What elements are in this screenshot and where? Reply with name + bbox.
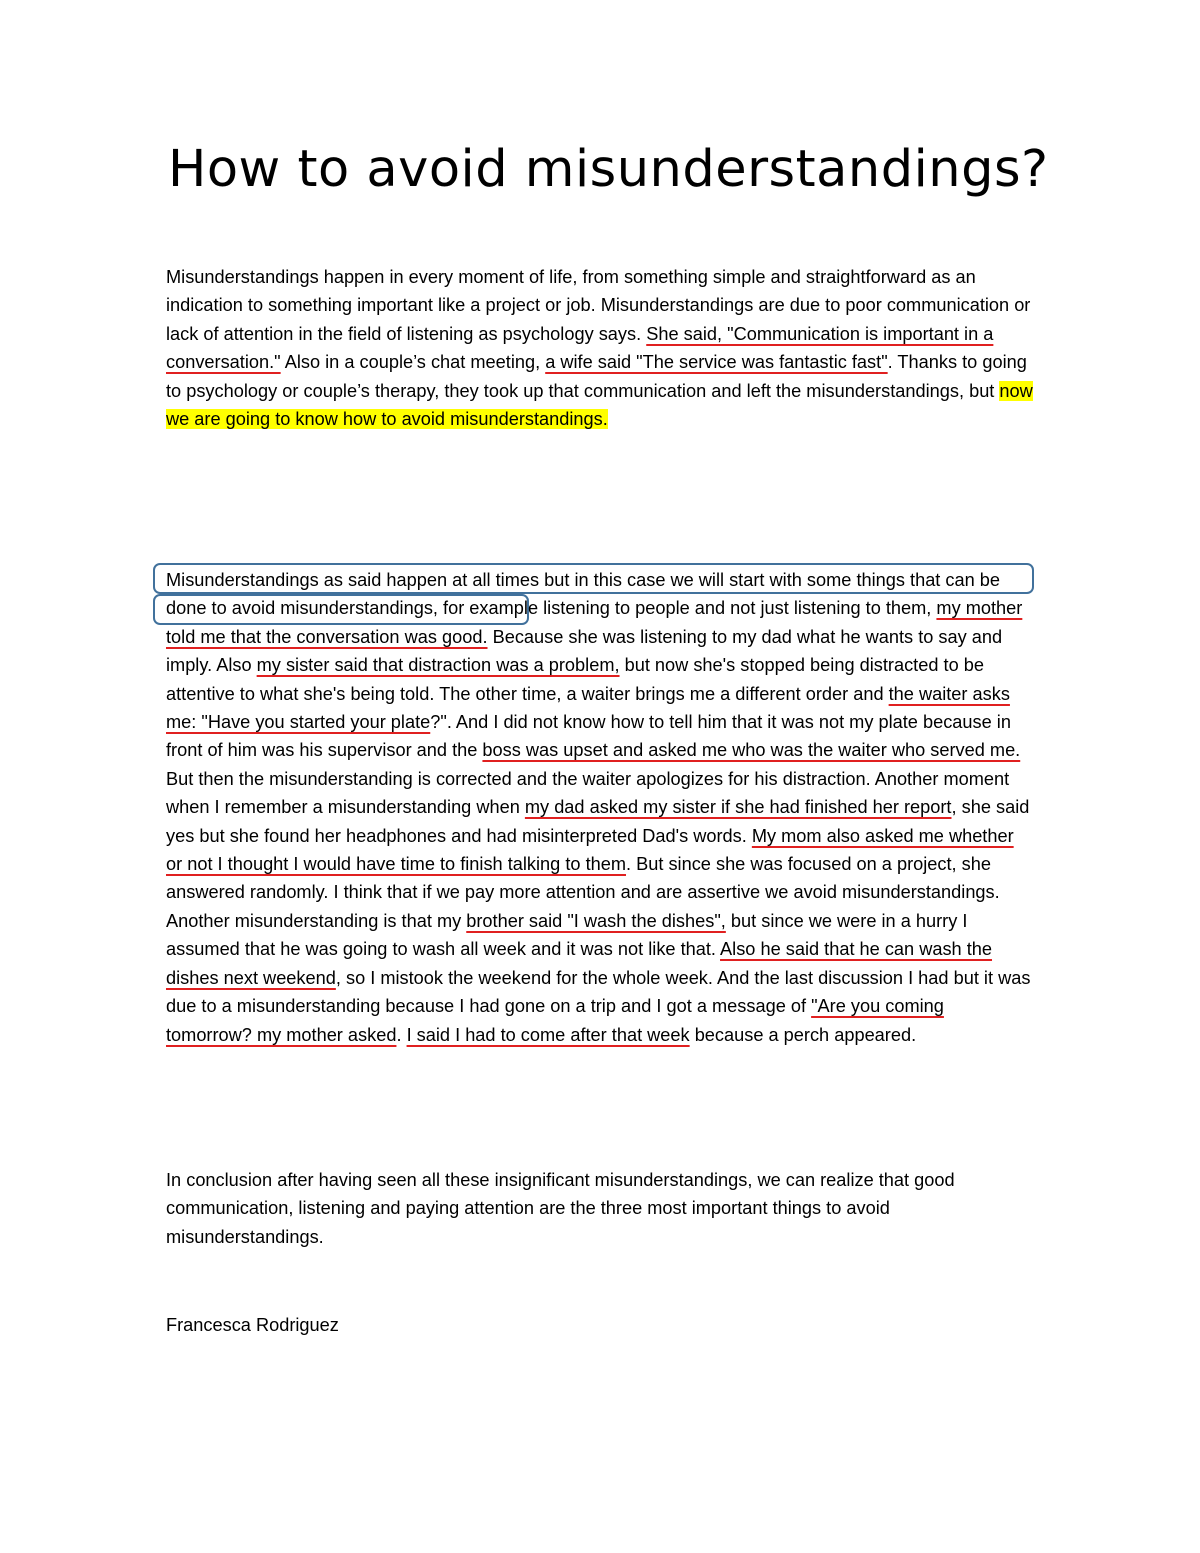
text-run: Also in a couple’s chat meeting,	[280, 352, 546, 373]
intro-paragraph	[166, 263, 1034, 433]
grammar-underline: my sister said that distraction was a problem,	[256, 655, 620, 676]
conclusion-paragraph: In conclusion after having seen all these insignificant misunderstandings, we can realize that good communication, listening and paying attention are the three most important things to avoid misunderstandings.	[166, 1170, 955, 1247]
text-run: , so I mistook the weekend for the whole week. And the last discussion I had but it was due to a misunderstanding because I had gone on a trip and I got a message of	[166, 967, 1031, 1017]
author-signature: Francesca Rodriguez	[166, 1315, 339, 1335]
grammar-underline: "Are you coming tomorrow? my mother asked	[166, 996, 944, 1045]
text-run: But then the misunderstanding is corrected and the waiter apologizes for his distraction. Another moment when I remember a misunderstanding when	[166, 768, 1010, 818]
grammar-underline: brother said "I wash the dishes",	[466, 910, 726, 931]
text-run: . Thanks to going to psychology or couple’s therapy, they took up that communication and left the misunderstandings, but	[166, 352, 1027, 401]
grammar-underline: my mother told me that the conversation was good.	[166, 598, 1023, 647]
document-title: How to avoid misunderstandings?	[168, 140, 1049, 199]
text-run: but now she's stopped being distracted to be attentive to what she's being told. The other time, a waiter brings me a different order and	[166, 655, 984, 704]
grammar-underline: I said I had to come after that week	[406, 1024, 690, 1045]
text-run: Misunderstandings happen in every moment of life, from something simple and straightforward as an indication to something important like a project or job. Misunderstandings are due to poor communication or lack of attention in the field of listening as psychology says.	[166, 267, 1031, 344]
highlighted-text: now we are going to know how to avoid misunderstandings.	[166, 380, 1033, 430]
text-run: Because she was listening to my dad what he wants to say and imply. Also	[166, 626, 1003, 676]
grammar-underline: a wife said "The service was fantastic fast"	[545, 352, 888, 373]
grammar-underline: Also he said that he can wash the dishes next weekend	[166, 939, 993, 988]
grammar-underline: She said, "Communication is important in a conversation."	[166, 323, 994, 373]
text-run: because a perch appeared.	[689, 1024, 917, 1045]
text-run: ?". And I did not know how to tell him that it was not my plate because in front of him was his supervisor and the	[166, 712, 1011, 761]
grammar-underline: My mom also asked me whether or not I thought I would have time to finish talking to them	[166, 825, 1014, 875]
body-paragraph	[166, 566, 1034, 1049]
text-run: , she said yes but she found her headphones and had misinterpreted Dad's words.	[166, 797, 1030, 846]
text-run: Misunderstandings as said happen at all times but in this case we will start with some things that can be done to avoid misunderstandings, for example listening to people and not just listening to them,	[166, 570, 1001, 619]
grammar-underline: the waiter asks me: "Have you started your plate	[166, 683, 1010, 733]
text-run: . But since she was focused on a project, she answered randomly. I think that if we pay more attention and are assertive we avoid misunderstandings. Another misunderstanding is that my	[166, 854, 1000, 931]
text-run: but since we were in a hurry I assumed that he was going to wash all week and it was not like that.	[166, 910, 968, 960]
grammar-underline: boss was upset and asked me who was the waiter who served me.	[482, 740, 1021, 761]
text-run: .	[396, 1024, 407, 1045]
grammar-underline: my dad asked my sister if she had finished her report	[524, 797, 952, 818]
